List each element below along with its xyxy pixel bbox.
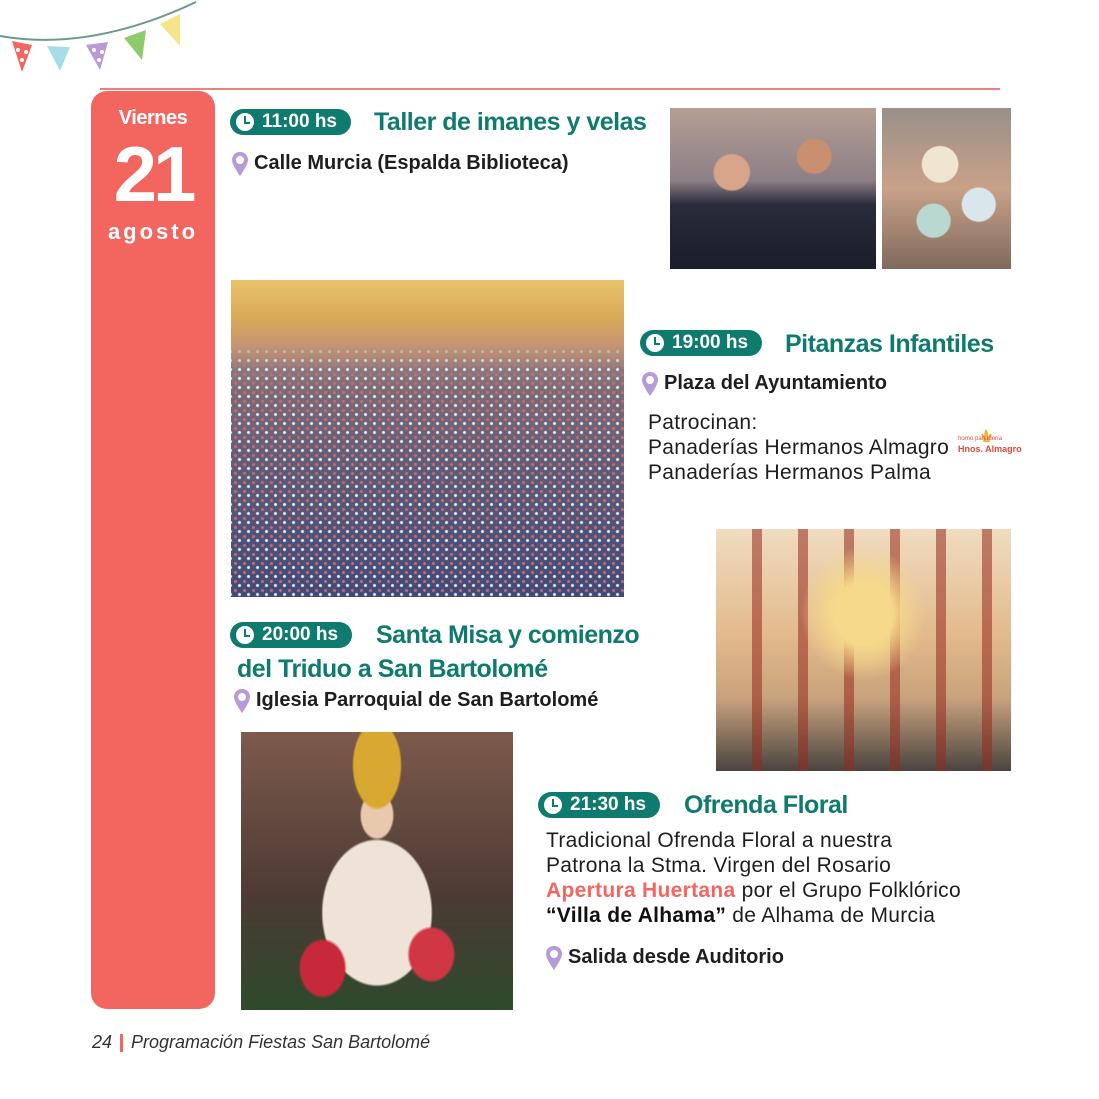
event-title-line: del Triduo a San Bartolomé	[237, 655, 548, 683]
event-location	[546, 946, 784, 970]
sponsor-logo	[958, 428, 1022, 458]
event-description-line	[546, 878, 961, 903]
highlight-text: Apertura Huertana	[546, 879, 736, 902]
top-divider	[100, 88, 1000, 90]
event-title: Taller de imanes y velas	[374, 108, 647, 136]
date-weekday: Viernes	[118, 107, 188, 129]
group-name: “Villa de Alhama”	[546, 904, 727, 927]
event-time: 19:00 hs	[672, 332, 749, 353]
location-pin-icon	[234, 689, 250, 713]
sponsor-item: Panaderías Hermanos Almagro	[648, 436, 950, 459]
page-footer	[92, 1032, 430, 1053]
event-description-line: Patrona la Stma. Virgen del Rosario	[546, 854, 892, 877]
photo-workshop-children	[670, 108, 876, 269]
sponsor-item: Panaderías Hermanos Palma	[648, 461, 931, 484]
logo-name: Hnos. Almagro	[958, 444, 1022, 454]
description-text: por el Grupo Folklórico	[735, 879, 961, 902]
event-time: 20:00 hs	[262, 624, 339, 645]
event-location	[234, 689, 598, 713]
event-time: 11:00 hs	[262, 111, 337, 132]
clock-icon	[234, 111, 256, 133]
clock-icon	[644, 332, 666, 354]
date-month: agosto	[107, 219, 199, 244]
event-title: Ofrenda Floral	[684, 791, 848, 819]
event-location-text: Salida desde Auditorio	[568, 946, 784, 968]
page-number: 24	[92, 1032, 113, 1052]
event-time-pill	[640, 330, 762, 356]
sponsors-label: Patrocinan:	[648, 411, 758, 434]
location-pin-icon	[642, 372, 658, 396]
event-location-text: Calle Murcia (Espalda Biblioteca)	[254, 152, 569, 174]
event-location-text: Plaza del Ayuntamiento	[664, 372, 888, 394]
event-time-pill	[230, 622, 352, 648]
footer-separator	[120, 1034, 123, 1052]
event-time: 21:30 hs	[570, 794, 647, 815]
location-pin-icon	[232, 152, 248, 176]
event-location	[232, 152, 569, 176]
photo-virgin-statue	[241, 732, 513, 1010]
clock-icon	[542, 794, 564, 816]
bunting-decoration	[0, 0, 200, 80]
logo-caption: horno panadería	[958, 436, 1003, 442]
photo-candles-in-hands	[882, 108, 1011, 269]
event-description-line: Tradicional Ofrenda Floral a nuestra	[546, 829, 893, 852]
event-location	[642, 372, 887, 396]
date-column	[91, 91, 215, 1009]
event-title-line: Santa Misa y comienzo	[376, 621, 640, 649]
clock-icon	[234, 624, 256, 646]
event-location-text: Iglesia Parroquial de San Bartolomé	[256, 689, 599, 711]
event-title: Pitanzas Infantiles	[785, 330, 994, 358]
event-time-pill	[538, 792, 660, 818]
photo-church-interior	[716, 529, 1011, 771]
event-time-pill	[230, 109, 351, 135]
location-pin-icon	[546, 946, 562, 970]
photo-plaza-crowd	[231, 280, 624, 597]
date-day: 21	[113, 130, 193, 218]
footer-title: Programación Fiestas San Bartolomé	[131, 1032, 431, 1052]
event-description-line	[546, 903, 935, 928]
description-text: de Alhama de Murcia	[726, 904, 936, 927]
